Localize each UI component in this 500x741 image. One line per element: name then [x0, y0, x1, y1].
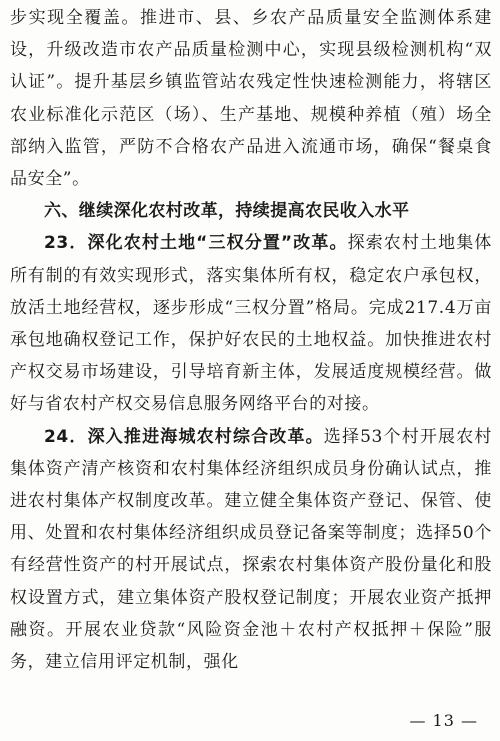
document-body [10, 2, 492, 678]
item-24-body: 选择53个村开展农村集体资产清产核资和农村集体经济组织成员身份确认试点，推进农村集体产权制度改革。建立健全集体资产登记、保管、使用、处置和农村集体经济组织成员登记备案等制度；选择50个有经营性资产的村开展试点，探索农村集体资产股份量化和股权设置方式，建立集体资产股权登记制度；开展农业资产抵押融资。开展农业贷款“风险资金池＋农村产权抵押＋保险”服务，建立信用评定机制，强化 [10, 426, 492, 673]
item-23-body: 探索农村土地集体所有制的有效实现形式，落实集体所有权，稳定农户承包权，放活土地经营权，逐步形成“三权分置”格局。完成217.4万亩承包地确权登记工作，保护好农民的土地权益。加快推进农村产权交易市场建设，引导培育新主体，发展适度规模经营。做好与省农村产权交易信息服务网络平台的对接。 [10, 233, 492, 415]
item-23-lead: 23．深化农村土地“三权分置”改革。 [44, 233, 348, 254]
paragraph-item-23 [10, 227, 492, 420]
paragraph-item-24 [10, 421, 492, 679]
item-24-lead: 24．深入推进海城农村综合改革。 [44, 426, 324, 447]
section-heading: 六、继续深化农村改革，持续提高农民收入水平 [44, 201, 410, 222]
paragraph-continued: 步实现全覆盖。推进市、县、乡农产品质量安全监测体系建设，升级改造市农产品质量检测中心，实现县级检测机构“双认证”。提升基层乡镇监管站农残定性快速检测能力，将辖区农业标准化示范区（场）、生产基地、规模种养植（殖）场全部纳入监管，严防不合格农产品进入流通市场，确保“餐桌食品安全”。 [10, 8, 492, 190]
page-number: — 13 — [409, 711, 478, 730]
